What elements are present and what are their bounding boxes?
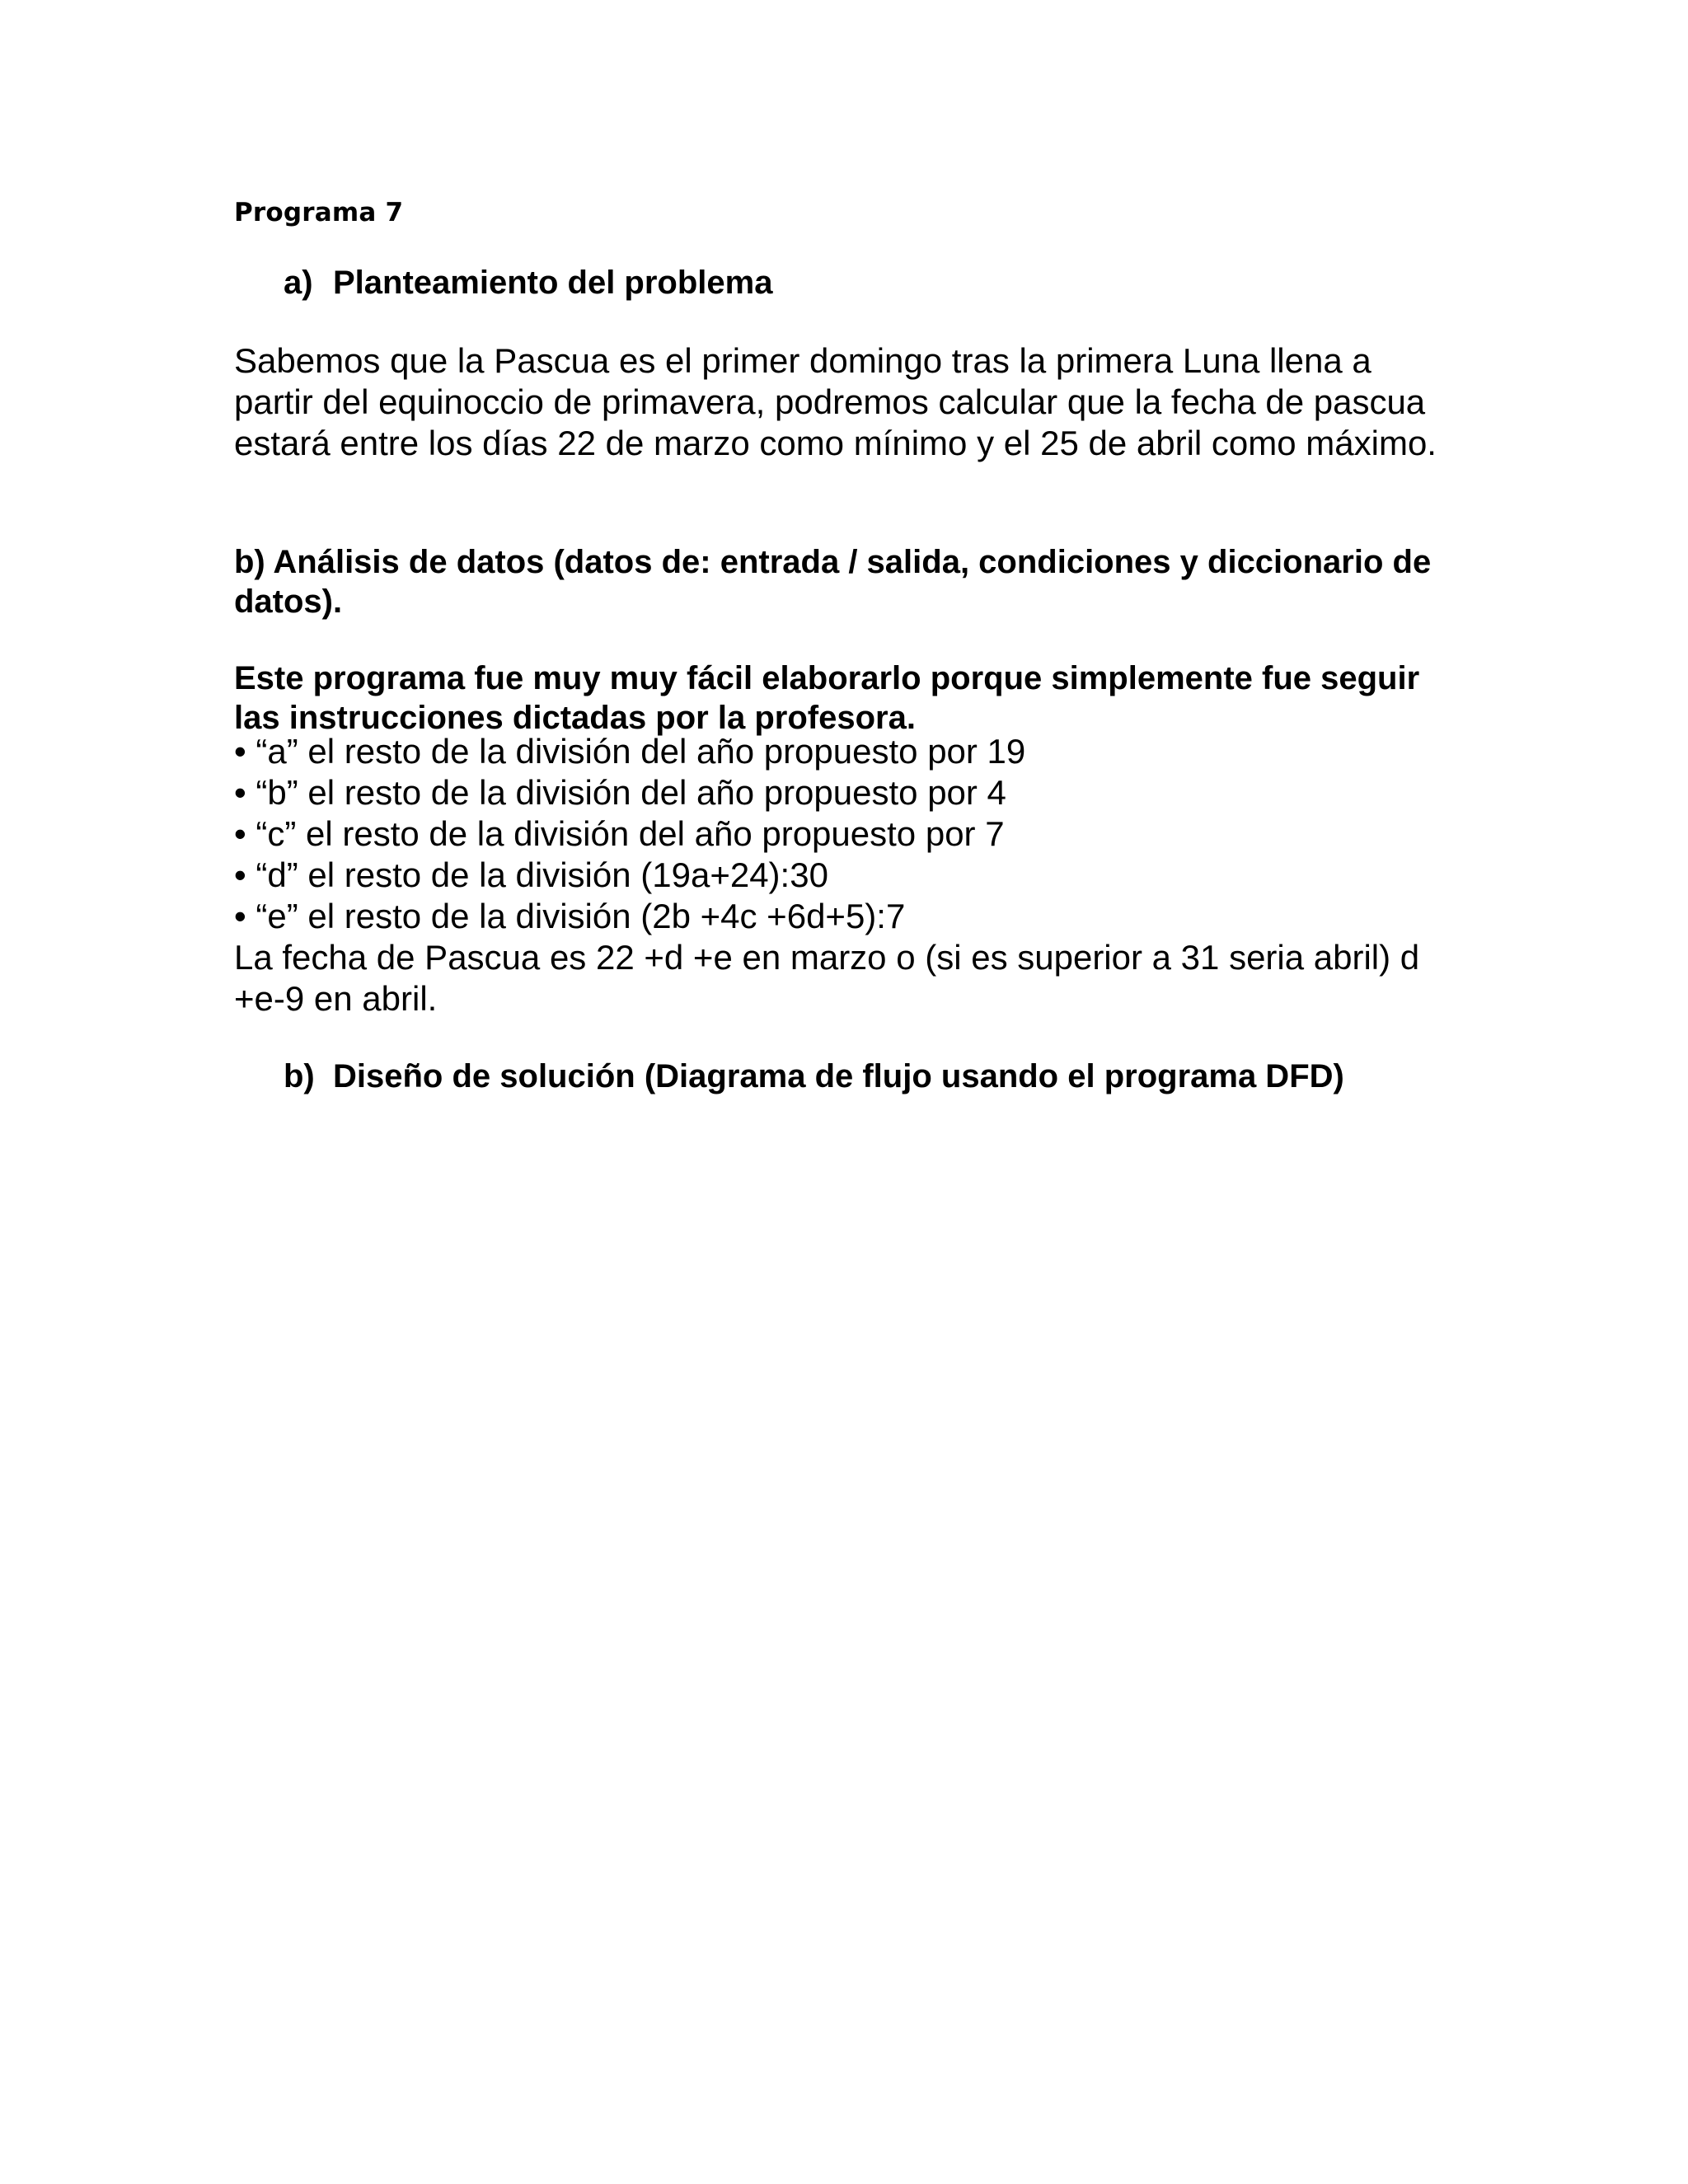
- section-b-heading: b) Análisis de datos (datos de: entrada / salida, condiciones y diccionario de datos).: [234, 544, 1432, 620]
- section-a-heading: [284, 262, 772, 303]
- list-item: • “a” el resto de la división del año propuesto por 19: [234, 732, 1026, 771]
- section-a-title: Planteamiento del problema: [333, 265, 773, 301]
- intro-paragraph: Sabemos que la Pascua es el primer domingo tras la primera Luna llena a partir del equinoccio de primavera, podremos calcular que la fecha de pascua estará entre los días 22 de marzo como mínimo y el 25 de abril como máximo.: [234, 341, 1437, 462]
- list-item: • “e” el resto de la división (2b +4c +6d+5):7: [234, 897, 906, 935]
- list-item: • “d” el resto de la división (19a+24):30: [234, 855, 828, 894]
- section-a-marker: a): [284, 265, 313, 301]
- program-title: Programa 7: [234, 198, 404, 227]
- variable-list: [234, 731, 1454, 937]
- conclusion-paragraph: La fecha de Pascua es 22 +d +e en marzo o (si es superior a 31 seria abril) d +e-9 en abril.: [234, 938, 1420, 1018]
- section-c-title: Diseño de solución (Diagrama de flujo usando el programa DFD): [333, 1058, 1344, 1094]
- section-c-marker: b): [284, 1058, 315, 1094]
- note-paragraph: Este programa fue muy muy fácil elaborarlo porque simplemente fue seguir las instrucciones dictadas por la profesora.: [234, 660, 1420, 736]
- section-c-heading: [284, 1056, 1344, 1097]
- list-item: • “b” el resto de la división del año propuesto por 4: [234, 773, 1006, 812]
- list-item: • “c” el resto de la división del año propuesto por 7: [234, 814, 1005, 853]
